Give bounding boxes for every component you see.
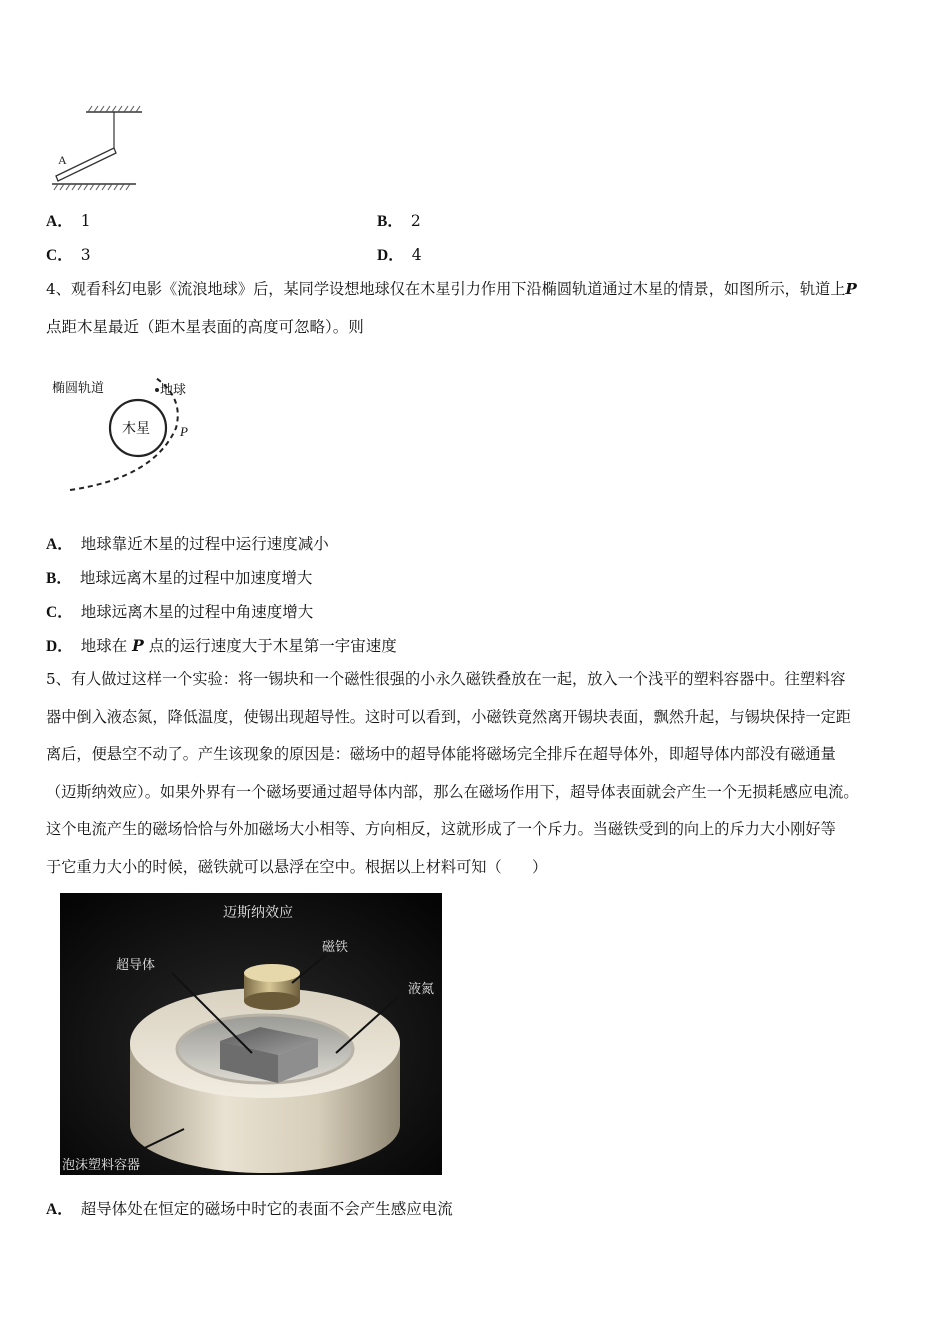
earth-label: 地球	[160, 383, 187, 398]
jupiter-orbit-figure	[44, 368, 204, 503]
q4-stem	[46, 271, 916, 346]
q3-option-d[interactable]	[377, 245, 422, 266]
q4-option-a[interactable]	[46, 534, 329, 555]
option-text: 地球远离木星的过程中加速度增大	[79, 569, 313, 587]
q5-stem-line: 于它重力大小的时候，磁铁就可以悬浮在空中。根据以上材料可知（ ）	[46, 857, 548, 876]
orbit-label: 椭圆轨道	[52, 381, 105, 396]
superconductor-label: 超导体	[116, 958, 156, 973]
option-text: 超导体处在恒定的磁场中时它的表面不会产生感应电流	[80, 1200, 453, 1218]
q5-stem-line: 5、有人做过这样一个实验：将一锡块和一个磁性很强的小永久磁铁叠放在一起，放入一个浅平的塑料容器中。往塑料容	[46, 670, 846, 688]
q5-stem-line: 这个电流产生的磁场恰恰与外加磁场大小相等、方向相反，这就形成了一个斥力。当磁铁受到的向上的斥力大小刚好等	[46, 820, 836, 838]
option-text: 地球靠近木星的过程中运行速度减小	[80, 535, 329, 553]
option-p-symbol: P	[132, 636, 144, 655]
option-letter: A．	[46, 213, 73, 230]
jupiter-label: 木星	[122, 421, 150, 437]
option-letter: A．	[46, 536, 73, 553]
q4-option-b[interactable]	[46, 568, 312, 589]
rod-label-a: A	[58, 153, 67, 167]
option-text: 2	[410, 212, 421, 230]
foam-container-label: 泡沫塑料容器	[62, 1158, 141, 1173]
option-text: 地球远离木星的过程中角速度增大	[80, 603, 314, 621]
q5-stem-line: 离后，便悬空不动了。产生该现象的原因是：磁场中的超导体能将磁场完全排斥在超导体外，即超导体内部没有磁通量	[46, 745, 836, 763]
meissner-title: 迈斯纳效应	[223, 905, 293, 921]
option-text-pre: 地球在	[80, 637, 128, 655]
point-p-label: P	[180, 424, 188, 439]
q4-p-symbol: P	[845, 280, 857, 298]
q3-option-a[interactable]	[46, 211, 91, 232]
option-letter: B．	[46, 570, 72, 587]
q3-option-c[interactable]	[46, 245, 91, 266]
q4-option-d[interactable]	[46, 636, 397, 657]
meissner-effect-figure	[60, 893, 442, 1175]
option-letter: D．	[46, 638, 73, 655]
q4-stem-line1: 4、观看科幻电影《流浪地球》后，某同学设想地球仅在木星引力作用下沿椭圆轨道通过木星的情景，如图所示，轨道上	[46, 280, 846, 298]
magnet-label: 磁铁	[322, 940, 349, 955]
q5-stem-line: 器中倒入液态氮，降低温度，使锡出现超导性。这时可以看到，小磁铁竟然离开锡块表面，飘然升起，与锡块保持一定距	[46, 707, 851, 726]
option-text-post: 点的运行速度大于木星第一宇宙速度	[148, 637, 397, 655]
rod-figure	[44, 100, 154, 195]
q5-stem	[46, 661, 916, 886]
option-text: 4	[411, 246, 422, 264]
option-letter: C．	[46, 247, 73, 264]
q3-option-b[interactable]	[377, 211, 421, 232]
q5-stem-line: （迈斯纳效应）。如果外界有一个磁场要通过超导体内部，那么在磁场作用下，超导体表面就会产生一个无损耗感应电流。	[46, 782, 859, 801]
option-letter: B．	[377, 213, 403, 230]
liquid-nitrogen-label: 液氮	[408, 982, 435, 997]
option-letter: D．	[377, 247, 404, 264]
option-letter: C．	[46, 604, 73, 621]
q4-option-c[interactable]	[46, 602, 313, 623]
option-letter: A．	[46, 1201, 73, 1218]
option-text: 3	[80, 246, 91, 264]
option-text: 1	[80, 212, 91, 230]
q4-stem-line2: 点距木星最近（距木星表面的高度可忽略）。则	[46, 317, 364, 336]
q5-option-a[interactable]	[46, 1199, 453, 1220]
